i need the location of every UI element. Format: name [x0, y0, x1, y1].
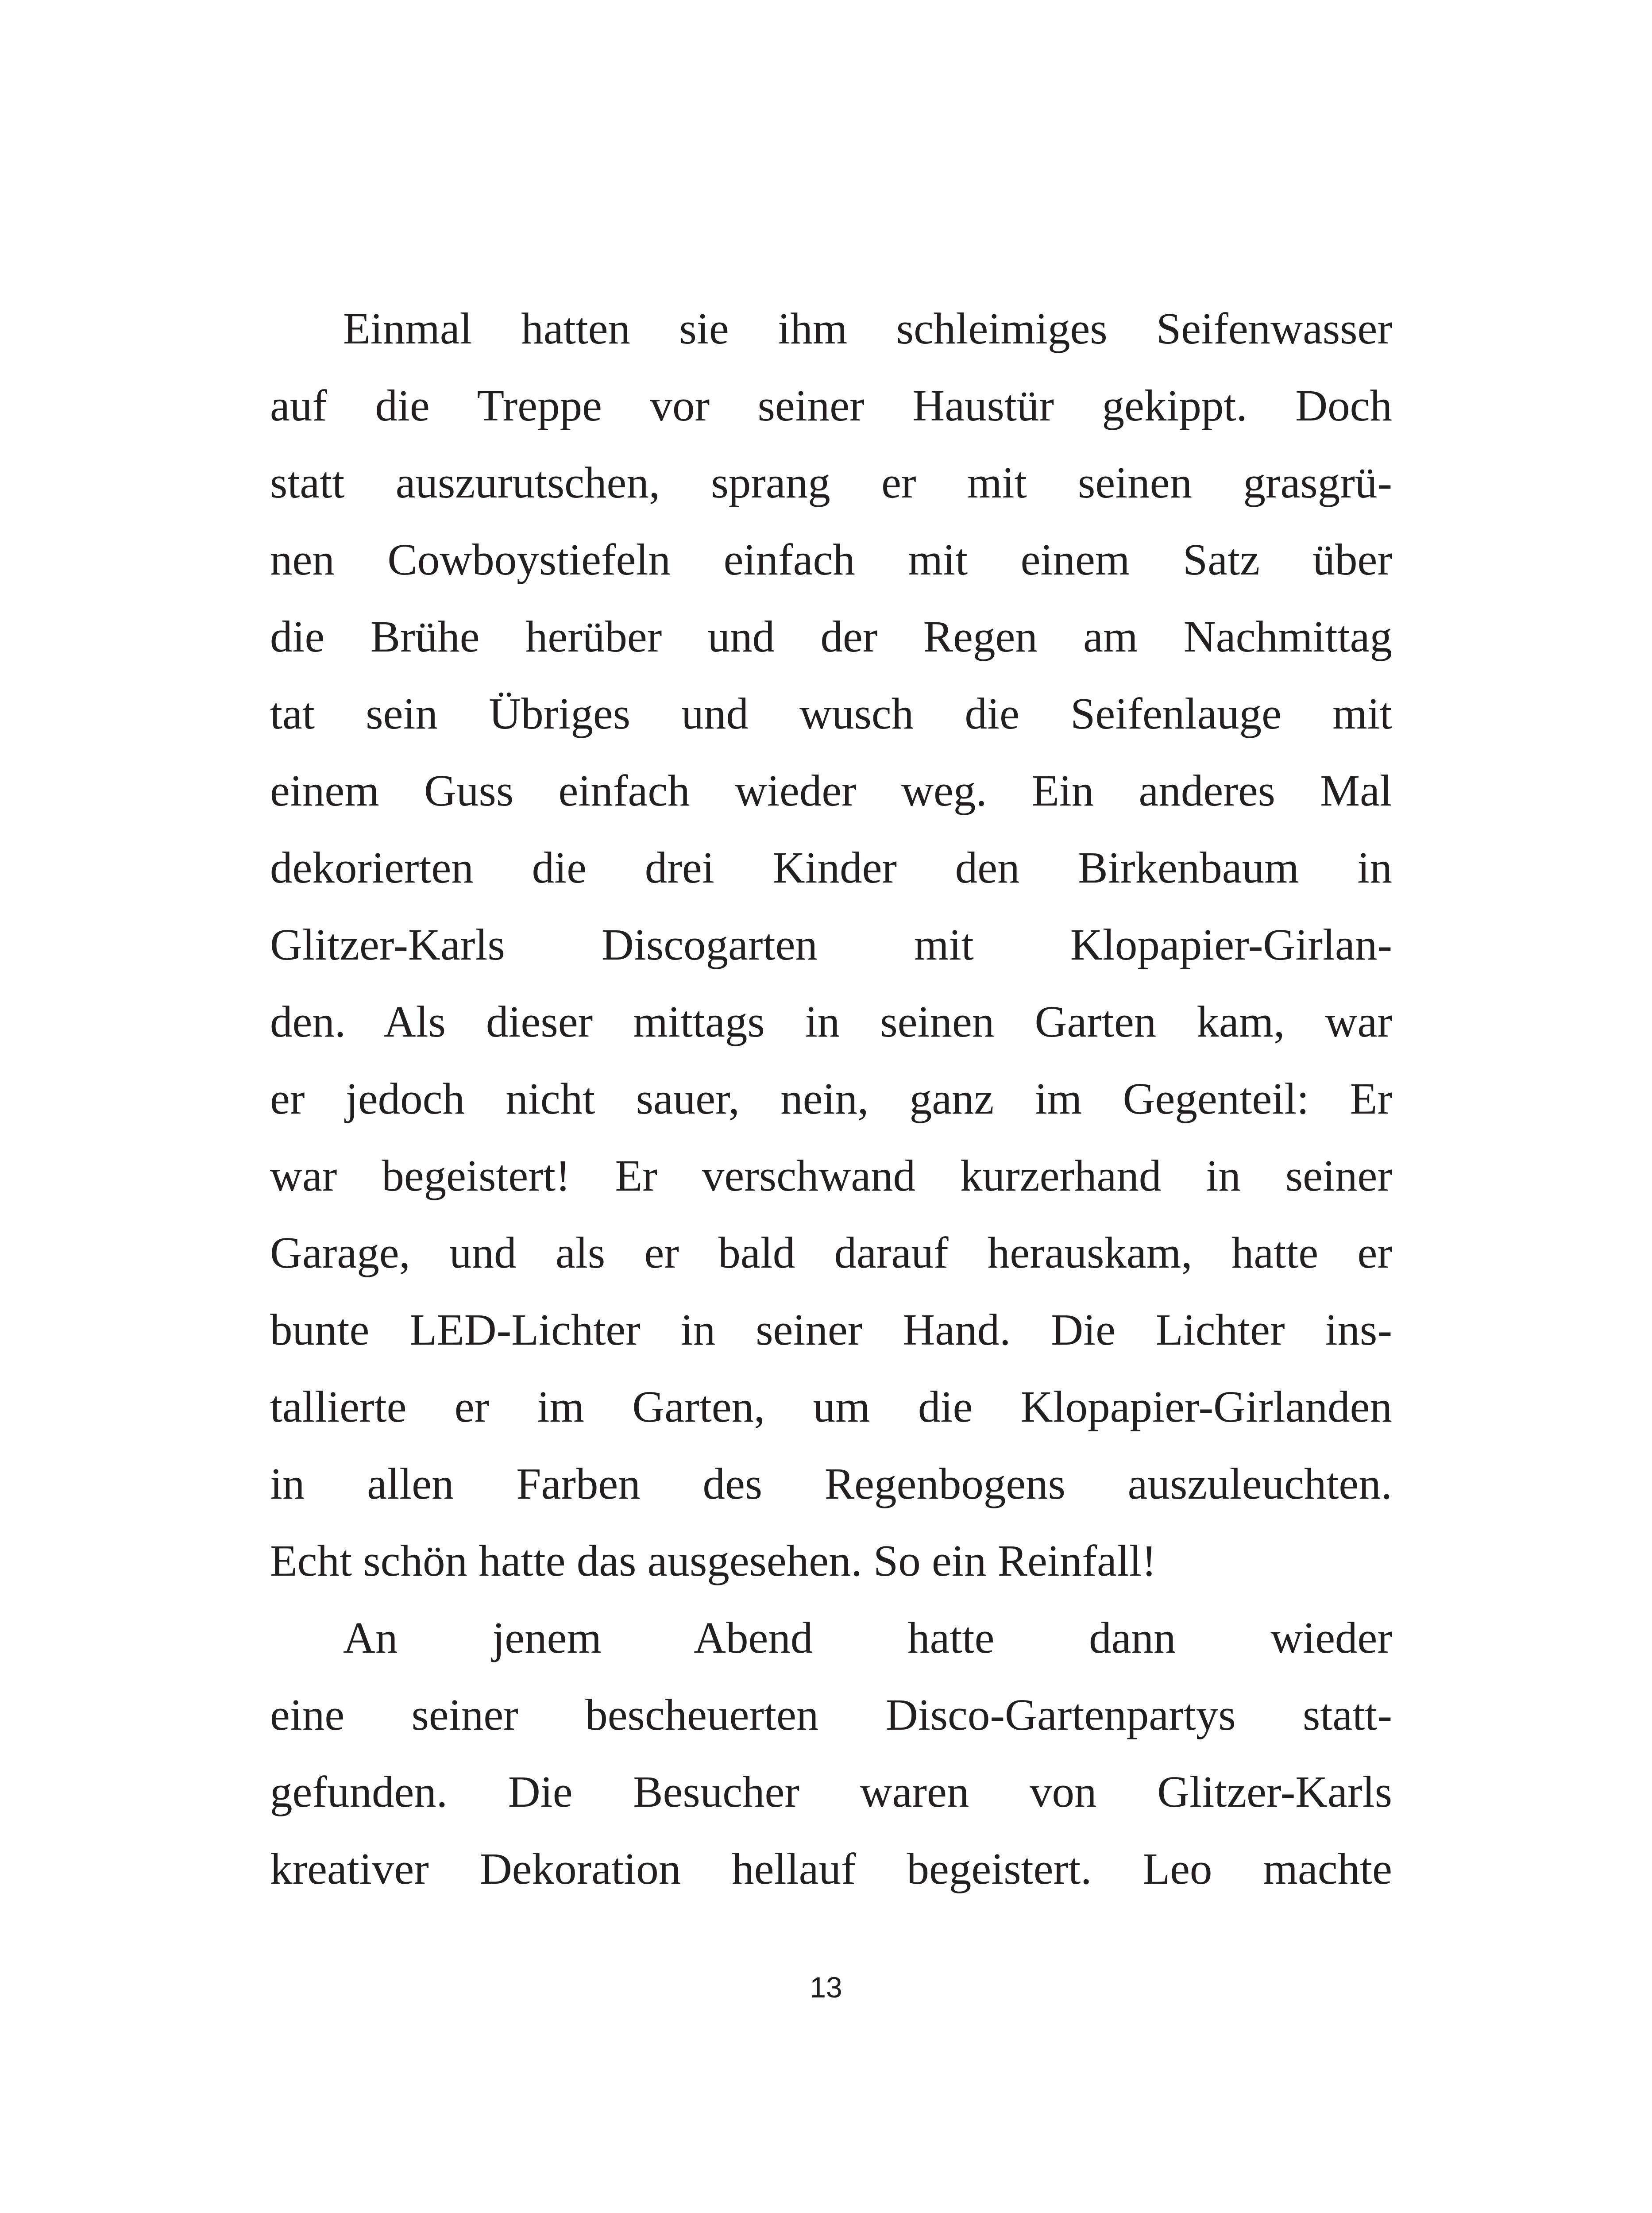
- text-line: Garage, und als er bald darauf herauskam, hatte er: [270, 1228, 1392, 1277]
- text-line: auf die Treppe vor seiner Haustür gekippt. Doch: [270, 381, 1392, 430]
- text-line: dekorierten die drei Kinder den Birkenbaum in: [270, 843, 1392, 892]
- text-line: er jedoch nicht sauer, nein, ganz im Gegenteil: Er: [270, 1074, 1392, 1123]
- text-line: eine seiner bescheuerten Disco-Gartenpartys statt-: [270, 1690, 1392, 1739]
- text-line: Einmal hatten sie ihm schleimiges Seifenwasser: [343, 304, 1392, 353]
- text-line: Echt schön hatte das ausgesehen. So ein Reinfall!: [270, 1536, 1157, 1585]
- text-line: An jenem Abend hatte dann wieder: [343, 1613, 1392, 1662]
- text-line: in allen Farben des Regenbogens auszuleuchten.: [270, 1459, 1392, 1508]
- text-line: tallierte er im Garten, um die Klopapier-Girlanden: [270, 1382, 1392, 1431]
- text-line: Glitzer-Karls Discogarten mit Klopapier-Girlan-: [270, 920, 1392, 969]
- text-line: kreativer Dekoration hellauf begeistert. Leo machte: [270, 1844, 1392, 1893]
- text-line: die Brühe herüber und der Regen am Nachmittag: [270, 612, 1392, 661]
- page-number: 13: [810, 1971, 842, 2004]
- text-line: war begeistert! Er verschwand kurzerhand in seiner: [270, 1151, 1392, 1200]
- text-line: gefunden. Die Besucher waren von Glitzer-Karls: [270, 1767, 1392, 1816]
- text-line: bunte LED-Lichter in seiner Hand. Die Lichter ins-: [270, 1305, 1392, 1354]
- text-line: nen Cowboystiefeln einfach mit einem Satz über: [270, 535, 1392, 584]
- body-text: [270, 290, 1392, 1907]
- text-line: tat sein Übriges und wusch die Seifenlauge mit: [270, 689, 1392, 738]
- text-line: statt auszurutschen, sprang er mit seinen grasgrü-: [270, 458, 1392, 507]
- text-line: den. Als dieser mittags in seinen Garten kam, war: [270, 997, 1392, 1046]
- text-line: einem Guss einfach wieder weg. Ein anderes Mal: [270, 766, 1392, 815]
